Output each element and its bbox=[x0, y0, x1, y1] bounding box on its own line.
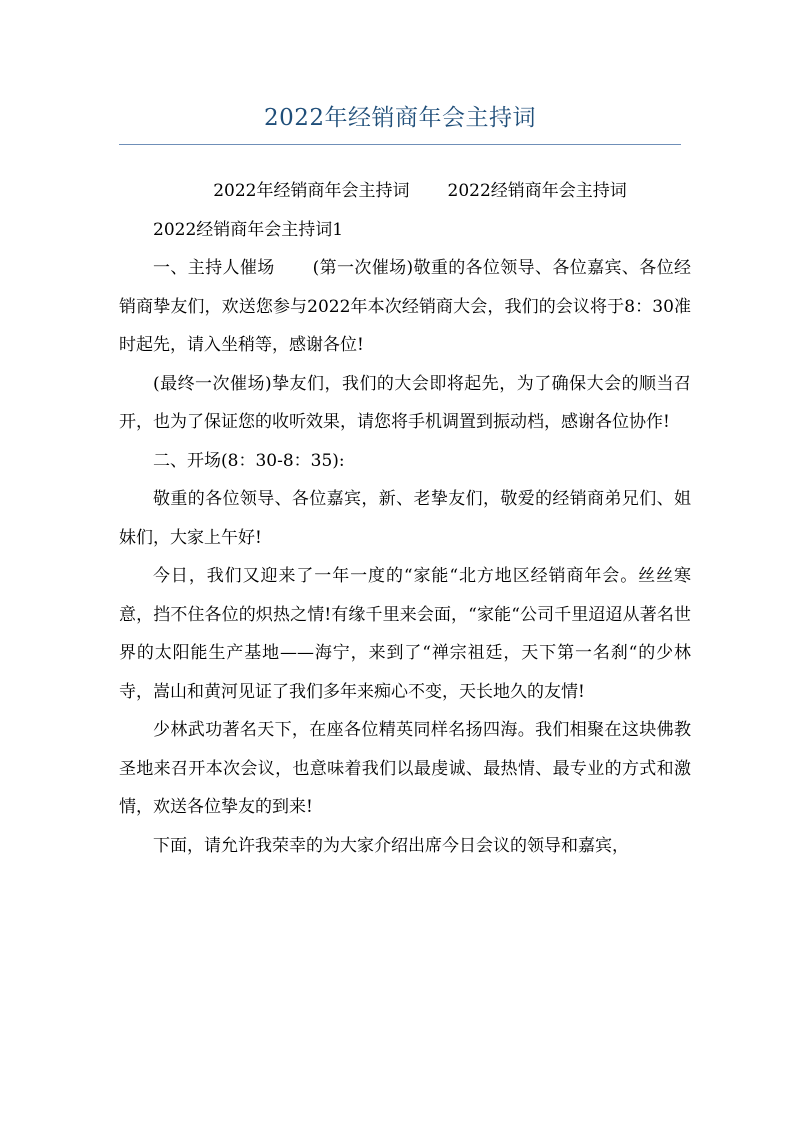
subtitle-left: 2022年经销商年会主持词 bbox=[213, 181, 410, 201]
document-title: 2022年经销商年会主持词 bbox=[263, 105, 537, 131]
heading-label: 一、主持人催场 bbox=[153, 258, 275, 278]
paragraph: 少林武功著名天下，在座各位精英同样名扬四海。我们相聚在这块佛教圣地来召开本次会议，也意味着我们以最虔诚、最热情、最专业的方式和激情，欢送各位挚友的到来! bbox=[119, 720, 691, 817]
title-underline bbox=[119, 144, 681, 145]
subtitle-right: 2022经销商年会主持词 bbox=[447, 181, 627, 201]
document-body bbox=[119, 172, 691, 865]
paragraph-heading bbox=[119, 249, 691, 365]
paragraph-text: (第一次催场)敬重的各位领导、各位嘉宾、各位经销商挚友们，欢送您参与2022年本次经销商大会，我们的会议将于8：30准时起先，请入坐稍等，感谢各位! bbox=[119, 258, 692, 355]
paragraph: (最终一次催场)挚友们，我们的大会即将起先，为了确保大会的顺当召开，也为了保证您的收听效果，请您将手机调置到振动档，感谢各位协作! bbox=[119, 373, 691, 432]
paragraph: 二、开场(8：30-8：35): bbox=[153, 450, 345, 471]
subtitle-line bbox=[119, 172, 691, 211]
section-heading: 2022经销商年会主持词1 bbox=[153, 219, 344, 240]
paragraph: 下面，请允许我荣幸的为大家介绍出席今日会议的领导和嘉宾， bbox=[153, 835, 629, 856]
paragraph: 今日，我们又迎来了一年一度的“家能“北方地区经销商年会。丝丝寒意，挡不住各位的炽热之情!有缘千里来会面，“家能“公司千里迢迢从著名世界的太阳能生产基地——海宁，来到了“禅宗祖廷，天下第一名刹“的少林寺，嵩山和黄河见证了我们多年来痴心不变，天长地久的友情! bbox=[119, 566, 691, 702]
paragraph: 敬重的各位领导、各位嘉宾，新、老挚友们，敬爱的经销商弟兄们、姐妹们，大家上午好! bbox=[119, 489, 691, 548]
